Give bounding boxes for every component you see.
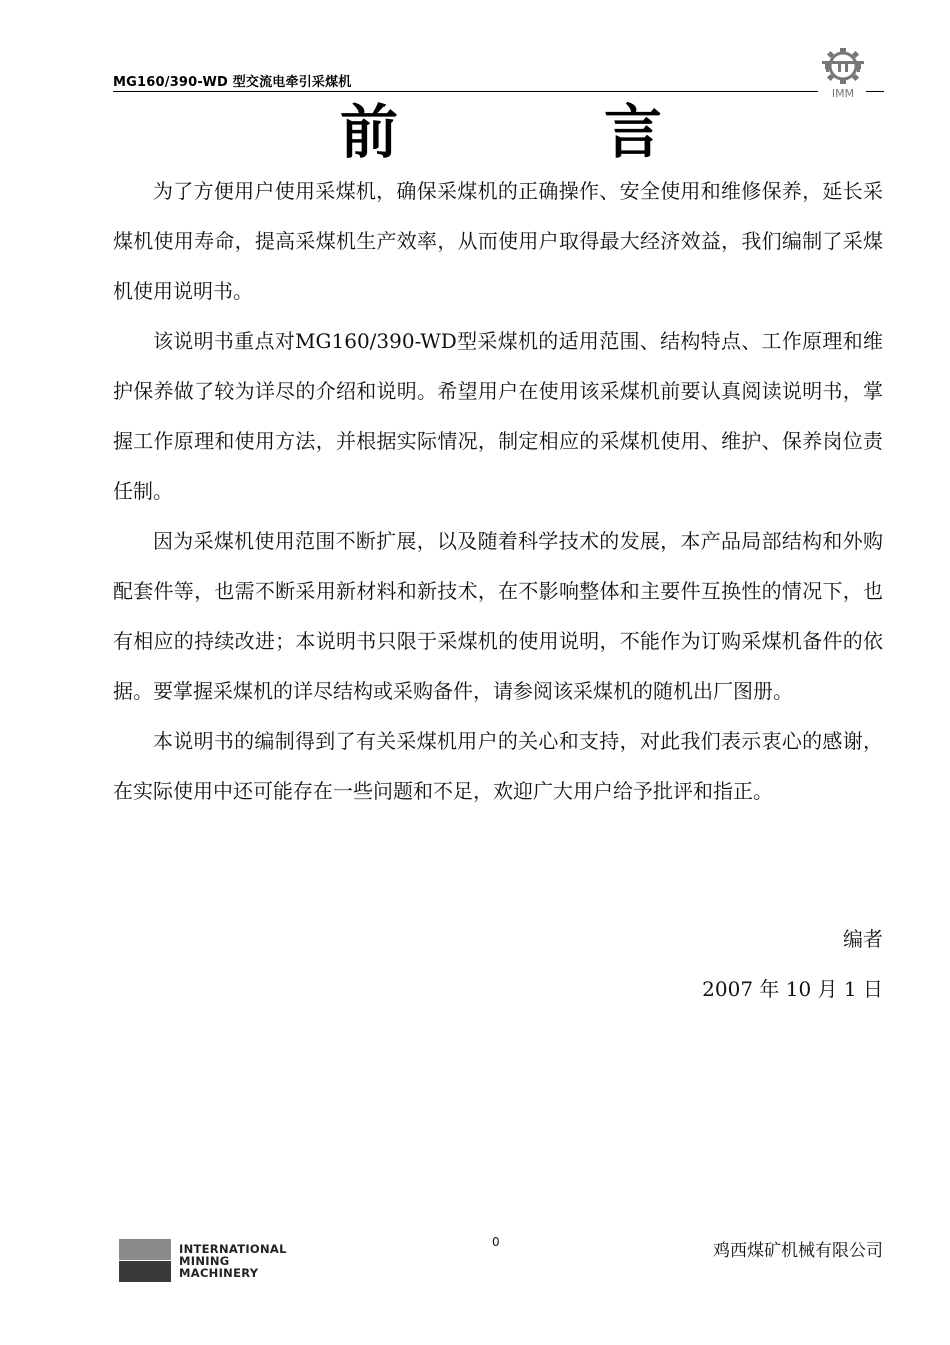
page-title — [0, 100, 950, 164]
company-name: 鸡西煤矿机械有限公司 — [713, 1241, 883, 1261]
logo-text: IMM — [831, 87, 855, 100]
imm-gear-logo — [818, 44, 868, 100]
logo-line-3: MACHINERY — [179, 1266, 259, 1280]
header-rule-right — [866, 91, 884, 92]
logo-line-2: MINING — [179, 1254, 230, 1268]
signature-author: 编者 — [843, 927, 883, 951]
footer-company-logo — [119, 1239, 319, 1284]
paragraph-1: 为了方便用户使用采煤机，确保采煤机的正确操作、安全使用和维修保养，延长采煤机使用寿命，提高采煤机生产效率，从而使用户取得最大经济效益，我们编制了采煤机使用说明书。 — [113, 179, 883, 303]
page-number: 0 — [492, 1235, 500, 1249]
paragraph-3: 因为采煤机使用范围不断扩展，以及随着科学技术的发展，本产品局部结构和外购配套件等，也需不断采用新材料和新技术，在不影响整体和主要件互换性的情况下，也有相应的持续改进；本说明书只限于采煤机的使用说明，不能作为订购采煤机备件的依据。要掌握采煤机的详尽结构或采购备件，请参阅该采煤机的随机出厂图册。 — [113, 529, 883, 703]
title-char-2: 言 — [604, 98, 663, 166]
paragraph-4: 本说明书的编制得到了有关采煤机用户的关心和支持，对此我们表示衷心的感谢，在实际使用中还可能存在一些问题和不足，欢迎广大用户给予批评和指正。 — [113, 729, 883, 803]
header-title: MG160/390-WD 型交流电牵引采煤机 — [113, 75, 352, 90]
logo-line-1: INTERNATIONAL — [179, 1242, 287, 1256]
footer-logo-text — [179, 1243, 287, 1279]
paragraph-2: 该说明书重点对MG160/390-WD型采煤机的适用范围、结构特点、工作原理和维护保养做了较为详尽的介绍和说明。希望用户在使用该采煤机前要认真阅读说明书，掌握工作原理和使用方法，并根据实际情况，制定相应的采煤机使用、维护、保养岗位责任制。 — [113, 329, 883, 503]
title-char-1: 前 — [340, 98, 399, 166]
header-rule — [113, 91, 818, 92]
signature-date: 2007 年 10 月 1 日 — [702, 977, 883, 1001]
preface-body — [113, 166, 883, 816]
footer-logo-mark — [119, 1239, 171, 1282]
